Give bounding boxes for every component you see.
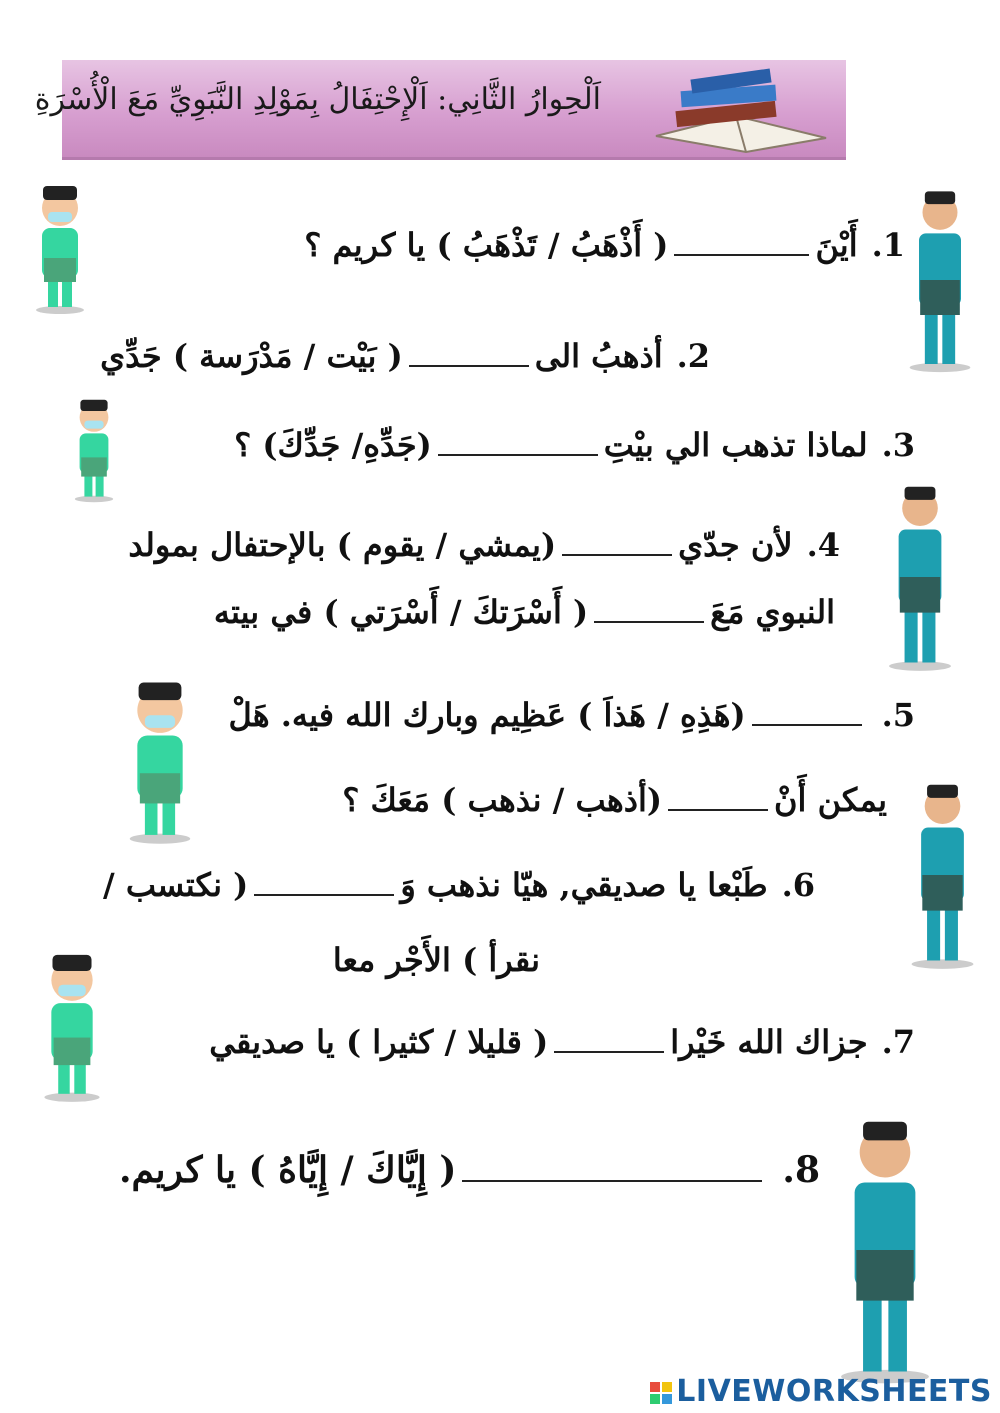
answer-blank-4[interactable] xyxy=(562,528,672,556)
boy-icon xyxy=(70,395,118,503)
man-icon xyxy=(880,482,960,672)
answer-blank-5b[interactable] xyxy=(668,783,768,811)
answer-blank-8[interactable] xyxy=(462,1154,762,1182)
question-7: 7.جزاك الله خَيْرا( قليلا / كثيرا ) يا صديقي xyxy=(209,1023,915,1061)
man-icon xyxy=(905,185,975,375)
brand-watermark: LIVEWORKSHEETS xyxy=(650,1374,992,1409)
question-3: 3.لماذا تذهب الي بيْتِ(جَدِّهِ/ جَدِّكَ) ؟ xyxy=(234,426,915,464)
man-icon xyxy=(830,1115,940,1385)
liveworksheets-logo-icon xyxy=(650,1382,672,1404)
question-8: 8.( إِيَّاكَ / إِيَّاهُ ) يا كريم. xyxy=(118,1149,820,1191)
page-title: اَلْحِوارُ الثَّانِي: اَلْإِحْتِفَالُ بِمَوْلِدِ النَّبَوِيِّ مَعَ الْأُسْرَةِ xyxy=(34,82,601,117)
question-5-continued: يمكن أَنْ(أذهب / نذهب ) مَعَكَ ؟ xyxy=(342,781,887,819)
answer-blank-2[interactable] xyxy=(409,339,529,367)
answer-blank-1[interactable] xyxy=(674,228,809,256)
question-4-continued: النبوي مَعَ( أَسْرَتكَ / أَسْرَتي ) في بيته xyxy=(213,593,835,631)
man-icon xyxy=(905,780,980,970)
answer-blank-7[interactable] xyxy=(554,1025,664,1053)
boy-icon xyxy=(32,948,112,1103)
answer-blank-6[interactable] xyxy=(254,868,394,896)
question-number: 1. xyxy=(871,226,905,264)
answer-blank-3[interactable] xyxy=(438,428,598,456)
question-6: 6.طَبْعا يا صديقي, هيّا نذهب وَ( نكتسب / xyxy=(103,866,815,904)
answer-blank-5[interactable] xyxy=(752,698,862,726)
question-2: 2.أذهبُ الى( بَيْت / مَدْرَسة ) جَدِّي xyxy=(100,337,710,375)
question-4: 4.لأن جدّي(يمشي / يقوم ) بالإحتفال بمولد xyxy=(128,526,840,564)
header-banner xyxy=(34,60,846,160)
question-6-continued: نقرأ ) الأَجْر معا xyxy=(332,941,540,979)
boy-icon xyxy=(30,180,90,315)
books-icon xyxy=(636,66,836,154)
answer-blank-4b[interactable] xyxy=(594,595,704,623)
question-5: 5.(هَذِهِ / هَذاَ ) عَظِيم وبارك الله فيه. هَلْ xyxy=(228,696,915,734)
question-1: 1.أَيْنَ( أَذْهَبُ / تَذْهَبُ ) يا كريم ؟ xyxy=(304,226,905,264)
boy-icon xyxy=(115,675,205,845)
